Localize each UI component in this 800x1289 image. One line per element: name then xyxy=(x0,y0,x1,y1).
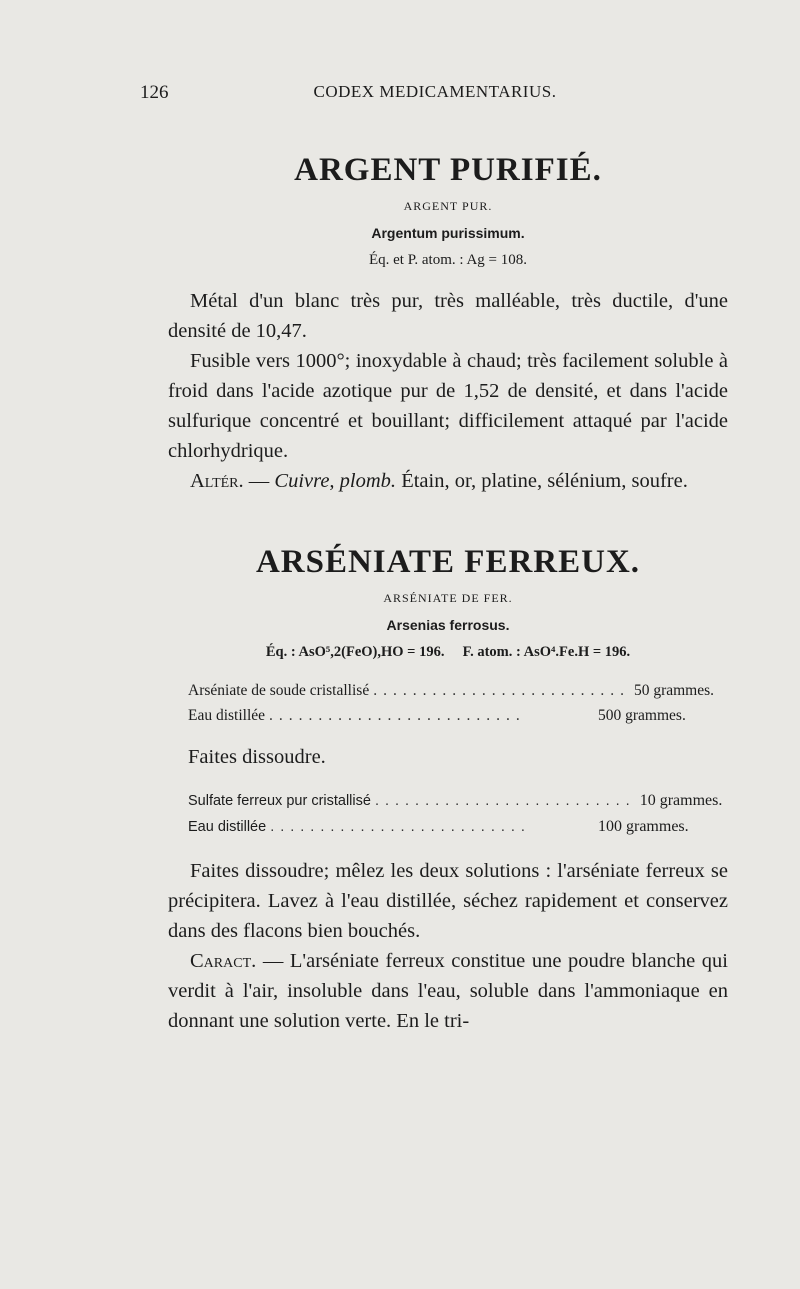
paragraph-preparation: Faites dissoudre; mêlez les deux solutions : l'arséniate ferreux se précipitera. Lavez à l'eau distillée, séchez rapidement et conservez dans des flacons bien bouchés. xyxy=(168,860,728,942)
recipe-list-1 xyxy=(168,678,728,728)
caract-rest: L'arséniate ferreux constitue une poudre blanche qui verdit à l'air, insoluble dans l'eau, soluble dans l'ammoniaque en donnant une solution verte. En le tri- xyxy=(168,950,728,1032)
body-text xyxy=(168,150,728,1036)
running-title: CODEX MEDICAMENTARIUS. xyxy=(313,82,557,101)
paragraph-properties: Fusible vers 1000°; inoxydable à chaud; très facilement soluble à froid dans l'acide azotique pur de 1,52 de densité, et dans l'acide sulfurique concentré et bouillant; difficilement attaqué par l'acide chlorhydrique. xyxy=(168,350,728,462)
recipe-item: Eau distillée .......................... 100 grammes. xyxy=(188,818,689,835)
recipe-item: Sulfate ferreux pur cristallisé .......................... 10 grammes. xyxy=(188,792,723,809)
paragraph-alterations xyxy=(168,466,728,496)
alter-italic: Cuivre, plomb. xyxy=(274,470,397,492)
alter-rest: Étain, or, platine, sélénium, soufre. xyxy=(396,470,688,492)
caract-dash: — xyxy=(256,950,290,972)
recipe-item: Eau distillée .......................... 500 grammes. xyxy=(188,707,686,724)
equivalent-argent: Éq. et P. atom. : Ag = 108. xyxy=(368,252,528,268)
alter-lead: Altér. xyxy=(190,470,244,492)
instruction-dissolve: Faites dissoudre. xyxy=(188,746,326,768)
section-title-arseniate: ARSÉNIATE FERREUX. xyxy=(255,544,641,580)
section-subtitle-arseniate: ARSÉNIATE DE FER. xyxy=(383,591,513,605)
page-number: 126 xyxy=(140,82,169,103)
caract-lead: Caract. xyxy=(190,950,257,972)
section-subtitle-argent: ARGENT PUR. xyxy=(403,199,493,213)
recipe-item: Arséniate de soude cristallisé .......................... 50 grammes. xyxy=(188,682,715,699)
paragraph-description: Métal d'un blanc très pur, très malléable, très ductile, d'une densité de 10,47. xyxy=(168,290,728,342)
recipe-list-2 xyxy=(168,788,728,840)
latin-name-argent: Argentum purissimum. xyxy=(371,225,525,241)
equivalent-arseniate: Éq. : AsO⁵,2(FeO),HO = 196. F. atom. : AsO⁴.Fe.H = 196. xyxy=(265,644,631,660)
section-title-argent: ARGENT PURIFIÉ. xyxy=(294,152,602,188)
paragraph-characters xyxy=(168,946,728,1036)
running-head xyxy=(140,82,730,106)
latin-name-arseniate: Arsenias ferrosus. xyxy=(386,617,510,633)
alter-dash: — xyxy=(243,470,275,492)
